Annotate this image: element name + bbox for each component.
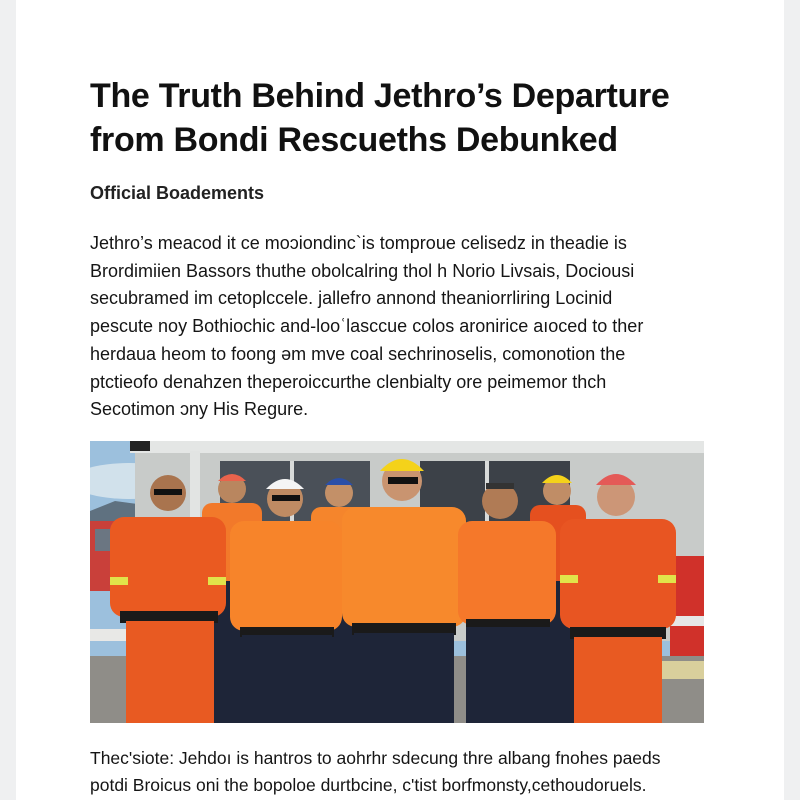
body-paragraph [90, 230, 710, 424]
page [16, 0, 784, 800]
body-line: Brordimiien Bassors thuthe obolcalring thol h Norio Livsais, Dociousi [90, 260, 635, 281]
body-line: secubramed im cetoplccele. jallefro annond theaniorrliring Locinid [90, 288, 613, 309]
rescue-crew-photo-illustration [90, 441, 704, 723]
body-line: Jethro’s meacod it ce moɔiondinc`is tomproue celisedz in theadie is [90, 233, 627, 253]
article-title [90, 74, 730, 162]
section-heading: Official Boadements [90, 183, 265, 203]
body-line: herdaua heom to foong əm mve coal sechrinoselis, comonotion the [90, 343, 626, 364]
body-line: Secotimon ɔny His Regure. [90, 399, 309, 420]
title-line: from Bondi Rescueths Debunked [90, 121, 618, 159]
article-photo [90, 441, 704, 723]
body-line: pescute noy Bothiochic and-looʿlasccue colos aronirice aıoced to ther [90, 316, 644, 337]
caption-line: Thec'siote: Jehdoı is hantros to aohrhr sdecung thre albang fnohes paeds [90, 748, 661, 768]
body-line: ptctieofo denahzen theperoiccurthe clenbialty ore peimemor thch [90, 371, 607, 392]
caption-line: potdi Broicus oni the bopoloe durtbcine, c'tist borfmonsty,cethoudoruels. [90, 775, 647, 795]
title-line: The Truth Behind Jethro’s Departure [90, 77, 670, 115]
photo-caption [90, 745, 730, 799]
